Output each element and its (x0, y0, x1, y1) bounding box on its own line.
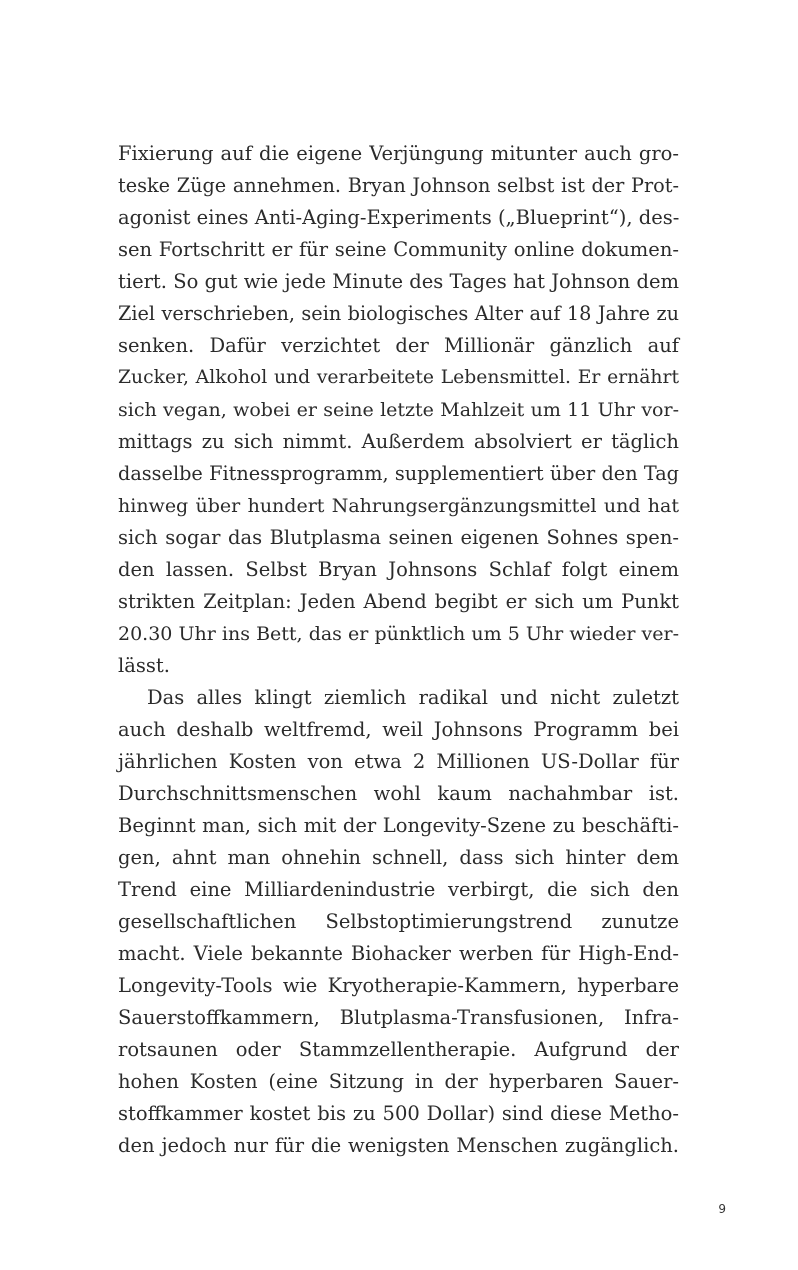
text-line: dasselbe Fitnessprogramm, supplementiert über den Tag (118, 462, 679, 485)
text-line: Sauerstoffkammern, Blutplasma-Transfusionen, Infra- (118, 1006, 679, 1029)
paragraph-1 (118, 138, 679, 682)
text-line: lässt. (118, 654, 170, 677)
text-line: agonist eines Anti-Aging-Experiments („Blueprint“), des- (118, 206, 680, 229)
text-line: sich sogar das Blutplasma seinen eigenen Sohnes spen- (118, 526, 679, 549)
text-line: Zucker, Alkohol und verarbeitete Lebensmittel. Er ernährt (118, 367, 679, 388)
text-line: jährlichen Kosten von etwa 2 Millionen US-Dollar für (118, 750, 679, 773)
text-line: stoffkammer kostet bis zu 500 Dollar) sind diese Metho- (118, 1102, 679, 1125)
body-text (118, 138, 679, 1162)
text-line: Ziel verschrieben, sein biologisches Alter auf 18 Jahre zu (118, 302, 679, 325)
text-line: Durchschnittsmenschen wohl kaum nachahmbar ist. (118, 782, 679, 805)
text-line: strikten Zeitplan: Jeden Abend begibt er sich um Punkt (118, 590, 679, 613)
text-line: auch deshalb weltfremd, weil Johnsons Programm bei (118, 718, 679, 741)
text-line: teske Züge annehmen. Bryan Johnson selbst ist der Prot- (118, 174, 679, 197)
text-line: Longevity-Tools wie Kryotherapie-Kammern, hyperbare (118, 974, 679, 997)
text-line: gen, ahnt man ohnehin schnell, dass sich hinter dem (118, 846, 679, 869)
text-line: gesellschaftlichen Selbstoptimierungstrend zunutze (118, 910, 679, 933)
text-line: den lassen. Selbst Bryan Johnsons Schlaf folgt einem (118, 558, 679, 581)
text-line: sen Fortschritt er für seine Community online dokumen- (118, 238, 679, 261)
text-line: 20.30 Uhr ins Bett, das er pünktlich um 5 Uhr wieder ver- (118, 623, 679, 645)
text-line: Fixierung auf die eigene Verjüngung mitunter auch gro- (118, 142, 679, 165)
text-line: macht. Viele bekannte Biohacker werben für High-End- (118, 942, 679, 965)
paragraph-2 (118, 682, 679, 1162)
text-line: Trend eine Milliardenindustrie verbirgt, die sich den (118, 878, 679, 901)
text-line: hohen Kosten (eine Sitzung in der hyperbaren Sauer- (118, 1070, 679, 1093)
text-line: tiert. So gut wie jede Minute des Tages hat Johnson dem (118, 270, 679, 293)
page-number: 9 (718, 1202, 726, 1216)
text-line: den jedoch nur für die wenigsten Menschen zugänglich. (118, 1134, 679, 1157)
text-line: rotsaunen oder Stammzellentherapie. Aufgrund der (118, 1038, 679, 1061)
text-line: mittags zu sich nimmt. Außerdem absolviert er täglich (118, 430, 679, 453)
text-line: Das alles klingt ziemlich radikal und nicht zuletzt (147, 686, 679, 709)
text-line: sich vegan, wobei er seine letzte Mahlzeit um 11 Uhr vor- (118, 399, 679, 421)
text-line: senken. Dafür verzichtet der Millionär gänzlich auf (118, 334, 679, 357)
text-line: Beginnt man, sich mit der Longevity-Szene zu beschäfti- (118, 814, 679, 837)
text-line: hinweg über hundert Nahrungsergänzungsmittel und hat (118, 495, 679, 517)
